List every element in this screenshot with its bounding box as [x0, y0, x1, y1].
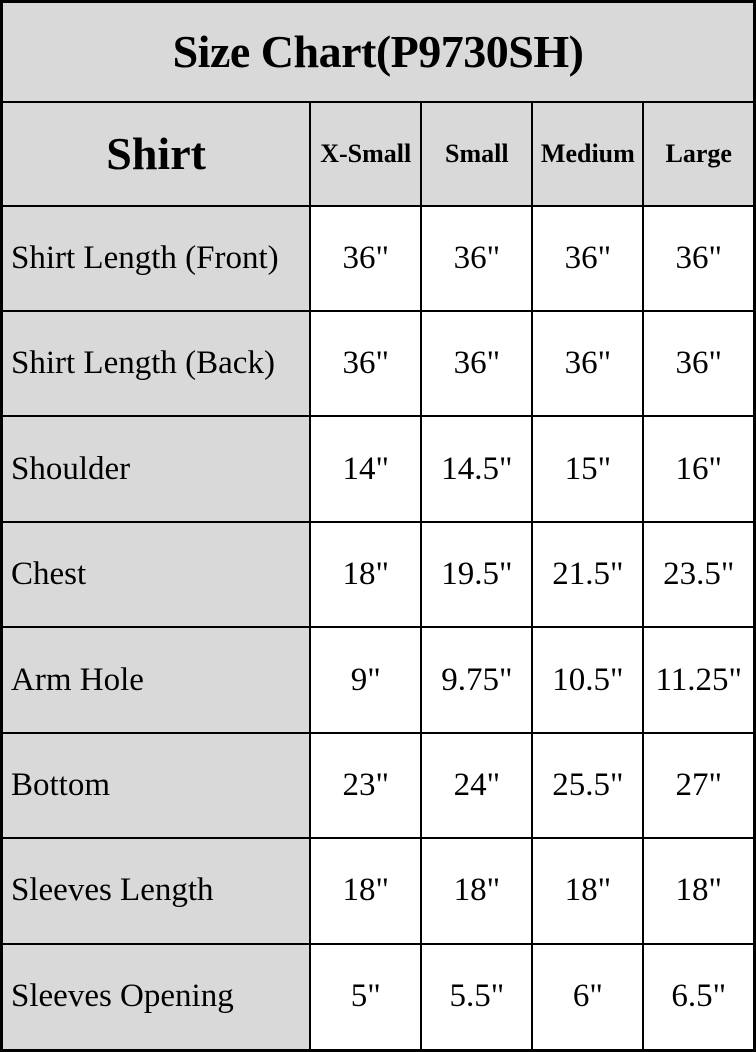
column-header-large: Large [643, 102, 754, 206]
row-label: Chest [2, 522, 311, 627]
row-label: Sleeves Opening [2, 944, 311, 1051]
row-label: Bottom [2, 733, 311, 838]
table-row-shirt-length-front [2, 206, 755, 311]
value-cell: 36" [643, 206, 754, 311]
value-cell: 36" [310, 311, 421, 416]
table-row-shirt-length-back [2, 311, 755, 416]
value-cell: 23" [310, 733, 421, 838]
table-row-sleeves-opening [2, 944, 755, 1051]
row-label: Arm Hole [2, 627, 311, 732]
column-header-medium: Medium [532, 102, 643, 206]
value-cell: 16" [643, 416, 754, 521]
value-cell: 6" [532, 944, 643, 1051]
value-cell: 27" [643, 733, 754, 838]
table-row-shoulder [2, 416, 755, 521]
value-cell: 15" [532, 416, 643, 521]
value-cell: 14.5" [421, 416, 532, 521]
table-row-arm-hole [2, 627, 755, 732]
value-cell: 14" [310, 416, 421, 521]
row-label: Sleeves Length [2, 838, 311, 943]
column-header-small: Small [421, 102, 532, 206]
value-cell: 36" [310, 206, 421, 311]
value-cell: 10.5" [532, 627, 643, 732]
value-cell: 18" [421, 838, 532, 943]
value-cell: 11.25" [643, 627, 754, 732]
table-row-sleeves-length [2, 838, 755, 943]
value-cell: 23.5" [643, 522, 754, 627]
value-cell: 5" [310, 944, 421, 1051]
row-label: Shoulder [2, 416, 311, 521]
value-cell: 18" [310, 838, 421, 943]
value-cell: 18" [532, 838, 643, 943]
value-cell: 25.5" [532, 733, 643, 838]
value-cell: 36" [421, 311, 532, 416]
title-row [2, 2, 755, 102]
chart-title: Size Chart(P9730SH) [2, 2, 755, 102]
value-cell: 24" [421, 733, 532, 838]
row-label: Shirt Length (Front) [2, 206, 311, 311]
value-cell: 36" [532, 206, 643, 311]
value-cell: 36" [643, 311, 754, 416]
value-cell: 19.5" [421, 522, 532, 627]
row-label: Shirt Length (Back) [2, 311, 311, 416]
value-cell: 18" [643, 838, 754, 943]
value-cell: 21.5" [532, 522, 643, 627]
value-cell: 9.75" [421, 627, 532, 732]
table-row-bottom [2, 733, 755, 838]
header-row [2, 102, 755, 206]
value-cell: 36" [421, 206, 532, 311]
value-cell: 18" [310, 522, 421, 627]
table-row-chest [2, 522, 755, 627]
value-cell: 6.5" [643, 944, 754, 1051]
value-cell: 36" [532, 311, 643, 416]
column-header-xsmall: X-Small [310, 102, 421, 206]
corner-header-shirt: Shirt [2, 102, 311, 206]
value-cell: 9" [310, 627, 421, 732]
value-cell: 5.5" [421, 944, 532, 1051]
